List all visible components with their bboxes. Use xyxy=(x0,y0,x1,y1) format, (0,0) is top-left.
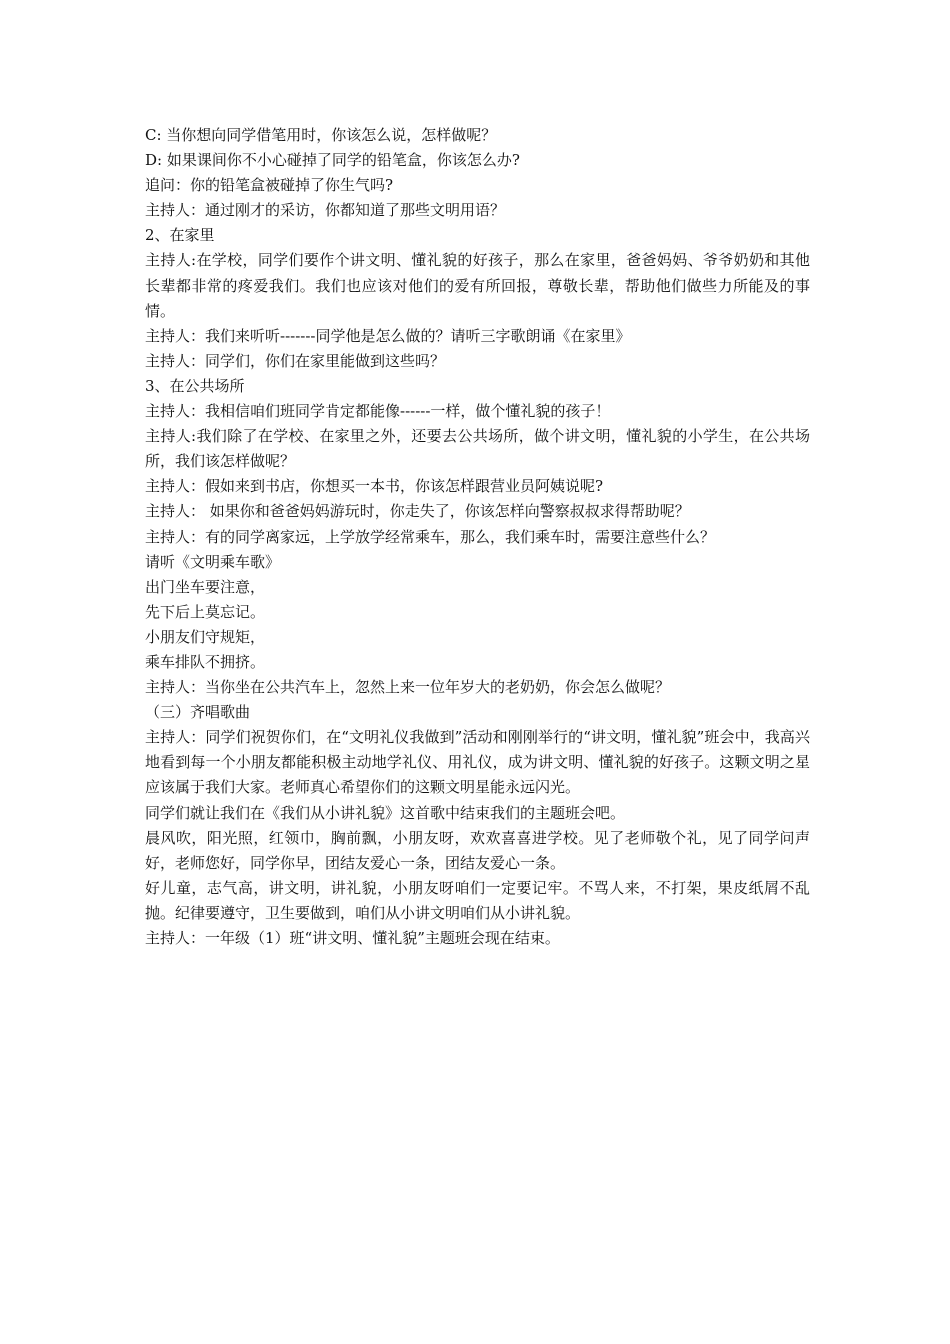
paragraph: 主持人：一年级（1）班“讲文明、懂礼貌”主题班会现在结束。 xyxy=(145,929,560,947)
document-body xyxy=(145,123,810,951)
paragraph: 追问：你的铅笔盒被碰掉了你生气吗? xyxy=(145,176,394,195)
paragraph: 主持人:我们除了在学校、在家里之外，还要去公共场所，做个讲文明，懂礼貌的小学生，在公共场所，我们该怎样做呢？ xyxy=(145,427,810,471)
section-heading: 2、在家里 xyxy=(145,226,215,245)
section-heading: （三）齐唱歌曲 xyxy=(145,703,251,722)
paragraph: 主持人：我们来听听-------同学他是怎么做的？请听三字歌朗诵《在家里》 xyxy=(145,326,631,345)
paragraph: 主持人：假如来到书店，你想买一本书，你该怎样跟营业员阿姨说呢? xyxy=(145,477,604,496)
section-heading: 3、在公共场所 xyxy=(145,376,245,395)
paragraph: C: 当你想向同学借笔用时，你该怎么说，怎样做呢？ xyxy=(145,126,497,144)
paragraph: 主持人：当你坐在公共汽车上，忽然上来一位年岁大的老奶奶，你会怎么做呢？ xyxy=(145,678,671,697)
poem-line: 乘车排队不拥挤。 xyxy=(145,652,266,671)
paragraph: 同学们就让我们在《我们从小讲礼貌》这首歌中结束我们的主题班会吧。 xyxy=(145,803,626,822)
paragraph: 主持人：通过刚才的采访，你都知道了那些文明用语？ xyxy=(145,201,506,220)
paragraph: 请听《文明乘车歌》 xyxy=(145,552,281,571)
poem-line: 先下后上莫忘记。 xyxy=(145,602,266,621)
poem-line: 小朋友们守规矩， xyxy=(145,627,266,646)
song-lyrics: 好儿童，志气高，讲文明，讲礼貌，小朋友呀咱们一定要记牢。不骂人来，不打架，果皮纸屑不乱抛。纪律要遵守，卫生要做到，咱们从小讲文明咱们从小讲礼貌。 xyxy=(145,878,810,922)
paragraph: 主持人:在学校，同学们要作个讲文明、懂礼貌的好孩子，那么在家里，爸爸妈妈、爷爷奶奶和其他长辈都非常的疼爱我们。我们也应该对他们的爱有所回报，尊敬长辈，帮助他们做些力所能及的事情。 xyxy=(145,251,810,320)
paragraph: D: 如果课间你不小心碰掉了同学的铅笔盒，你该怎么办? xyxy=(145,151,520,170)
paragraph: 主持人： 如果你和爸爸妈妈游玩时，你走失了，你该怎样向警察叔叔求得帮助呢？ xyxy=(145,502,690,521)
paragraph: 主持人：有的同学离家远，上学放学经常乘车，那么，我们乘车时，需要注意些什么？ xyxy=(145,527,716,546)
song-lyrics: 晨风吹，阳光照，红领巾，胸前飘，小朋友呀，欢欢喜喜进学校。见了老师敬个礼，见了同学问声好，老师您好，同学你早，团结友爱心一条，团结友爱心一条。 xyxy=(145,828,810,872)
paragraph: 主持人：同学们祝贺你们，在“文明礼仪我做到”活动和刚刚举行的“讲文明，懂礼貌”班会中，我高兴地看到每一个小朋友都能积极主动地学礼仪、用礼仪，成为讲文明、懂礼貌的好孩子。这颗文明之星应该属于我们大家。老师真心希望你们的这颗文明星能永远闪光。 xyxy=(145,728,810,797)
paragraph: 主持人：我相信咱们班同学肯定都能像------一样，做个懂礼貌的孩子！ xyxy=(145,402,611,421)
paragraph: 主持人：同学们，你们在家里能做到这些吗？ xyxy=(145,351,446,370)
poem-line: 出门坐车要注意， xyxy=(145,577,266,596)
